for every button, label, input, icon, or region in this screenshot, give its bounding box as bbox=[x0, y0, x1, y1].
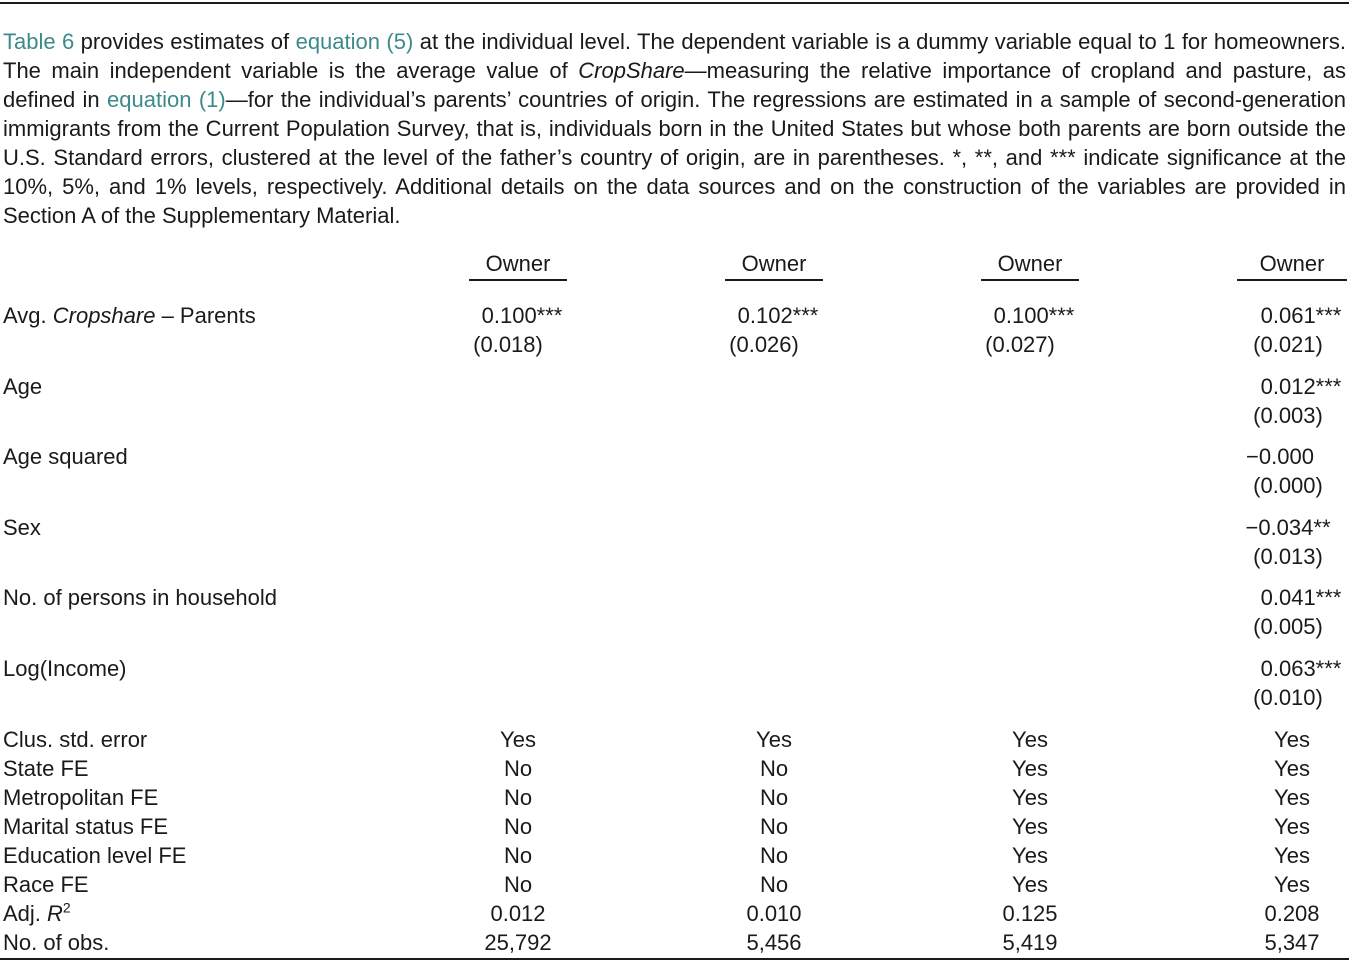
cell-marital-fe-4: Yes bbox=[1274, 814, 1310, 839]
equation-5-link[interactable]: equation (5) bbox=[295, 29, 414, 54]
cell-adj-r2-4: 0.208 bbox=[1264, 901, 1320, 926]
row-label-income: Log(Income) bbox=[3, 656, 127, 681]
row-label-age: Age bbox=[3, 374, 43, 399]
column-header-3: Owner bbox=[997, 251, 1063, 276]
se-cropshare-3: (0.027) bbox=[985, 332, 1055, 357]
caption-text: at the individual level. The dependent variable is a dummy variable equal to 1 for homeowners. The main independent variable is the average value of bbox=[3, 29, 1346, 83]
row-label-persons: No. of persons in household bbox=[3, 585, 277, 610]
row-label-state-fe: State FE bbox=[3, 756, 89, 781]
coef-income-4: 0.063*** bbox=[1260, 656, 1342, 681]
se-sex-4: (0.013) bbox=[1253, 544, 1323, 569]
column-header-4: Owner bbox=[1259, 251, 1325, 276]
row-label-adj-r2: Adj. $R^2$ bbox=[3, 899, 71, 926]
cell-metro-fe-2: No bbox=[759, 785, 789, 810]
column-header-2: Owner bbox=[741, 251, 807, 276]
cell-clus-se-4: Yes bbox=[1274, 727, 1310, 752]
coef-sex-4: −0.034** bbox=[1245, 515, 1331, 540]
cell-metro-fe-1: No bbox=[503, 785, 533, 810]
row-label-nobs: No. of obs. bbox=[3, 930, 110, 955]
header-underline-2 bbox=[725, 279, 823, 281]
cell-marital-fe-2: No bbox=[759, 814, 789, 839]
row-label-age-squared: Age squared bbox=[3, 444, 128, 469]
se-persons-4: (0.005) bbox=[1253, 614, 1323, 639]
cell-clus-se-2: Yes bbox=[756, 727, 792, 752]
cell-clus-se-3: Yes bbox=[1012, 727, 1048, 752]
caption-text: —measuring the relative importance of cropland and pasture, as defined in bbox=[3, 58, 1346, 112]
header-underline-3 bbox=[981, 279, 1079, 281]
caption-italic-cropshare: CropShare bbox=[578, 58, 685, 83]
cell-education-fe-4: Yes bbox=[1274, 843, 1310, 868]
cell-education-fe-1: No bbox=[503, 843, 533, 868]
row-label-cropshare: Avg. Cropshare – Parents bbox=[3, 303, 256, 328]
se-income-4: (0.010) bbox=[1253, 685, 1323, 710]
row-label-metro-fe: Metropolitan FE bbox=[3, 785, 159, 810]
bottom-rule bbox=[0, 958, 1349, 960]
row-label-marital-fe: Marital status FE bbox=[3, 814, 169, 839]
caption-text-last: the data sources and on the construction of the variables are provided in Section A of the Supplementary Material. bbox=[3, 174, 1346, 228]
cell-marital-fe-1: No bbox=[503, 814, 533, 839]
coef-cropshare-1: 0.100*** bbox=[481, 303, 563, 328]
cell-adj-r2-1: 0.012 bbox=[490, 901, 546, 926]
cell-education-fe-2: No bbox=[759, 843, 789, 868]
header-underline-4 bbox=[1237, 279, 1347, 281]
coef-cropshare-2: 0.102*** bbox=[737, 303, 819, 328]
cell-adj-r2-2: 0.010 bbox=[746, 901, 802, 926]
row-label-clus-se: Clus. std. error bbox=[3, 727, 148, 752]
cell-nobs-4: 5,347 bbox=[1264, 930, 1320, 955]
row-label-race-fe: Race FE bbox=[3, 872, 89, 897]
coef-age-squared-4: −0.000 bbox=[1246, 444, 1314, 469]
row-label-sex: Sex bbox=[3, 515, 41, 540]
cell-state-fe-1: No bbox=[503, 756, 533, 781]
column-header-1: Owner bbox=[485, 251, 551, 276]
cell-metro-fe-3: Yes bbox=[1012, 785, 1048, 810]
cell-state-fe-4: Yes bbox=[1274, 756, 1310, 781]
se-cropshare-1: (0.018) bbox=[473, 332, 543, 357]
caption-text: provides estimates of bbox=[74, 29, 296, 54]
cell-nobs-1: 25,792 bbox=[484, 930, 552, 955]
equation-1-link[interactable]: equation (1) bbox=[107, 87, 226, 112]
cell-education-fe-3: Yes bbox=[1012, 843, 1048, 868]
cell-state-fe-3: Yes bbox=[1012, 756, 1048, 781]
table-6-link[interactable]: Table 6 bbox=[3, 29, 75, 54]
cell-marital-fe-3: Yes bbox=[1012, 814, 1048, 839]
caption-text: —for the individual’s parents’ countries of origin. The regressions are estimated in a sample of second-generation immigrants from the Current Population Survey, that is, individuals born in the United States but whose both parents are born outside the U.S. Standard errors, clustered at the level of the father’s country of origin, are in parentheses. *, **, and *** indicate significance at the 10%, 5%, and 1% levels, respectively. Additional details on bbox=[3, 87, 1346, 199]
se-age-4: (0.003) bbox=[1253, 403, 1323, 428]
coef-cropshare-3: 0.100*** bbox=[993, 303, 1075, 328]
cell-adj-r2-3: 0.125 bbox=[1002, 901, 1058, 926]
cell-race-fe-3: Yes bbox=[1012, 872, 1048, 897]
cell-state-fe-2: No bbox=[759, 756, 789, 781]
coef-persons-4: 0.041*** bbox=[1260, 585, 1342, 610]
cell-nobs-2: 5,456 bbox=[746, 930, 802, 955]
row-label-education-fe: Education level FE bbox=[3, 843, 187, 868]
cell-race-fe-4: Yes bbox=[1274, 872, 1310, 897]
se-cropshare-2: (0.026) bbox=[729, 332, 799, 357]
cell-race-fe-1: No bbox=[503, 872, 533, 897]
coef-age-4: 0.012*** bbox=[1260, 374, 1342, 399]
table-caption bbox=[3, 27, 1346, 230]
top-rule bbox=[0, 2, 1349, 4]
cell-race-fe-2: No bbox=[759, 872, 789, 897]
se-age-squared-4: (0.000) bbox=[1253, 473, 1323, 498]
header-underline-1 bbox=[469, 279, 567, 281]
se-cropshare-4: (0.021) bbox=[1253, 332, 1323, 357]
cell-metro-fe-4: Yes bbox=[1274, 785, 1310, 810]
cell-clus-se-1: Yes bbox=[500, 727, 536, 752]
cell-nobs-3: 5,419 bbox=[1002, 930, 1058, 955]
coef-cropshare-4: 0.061*** bbox=[1260, 303, 1342, 328]
